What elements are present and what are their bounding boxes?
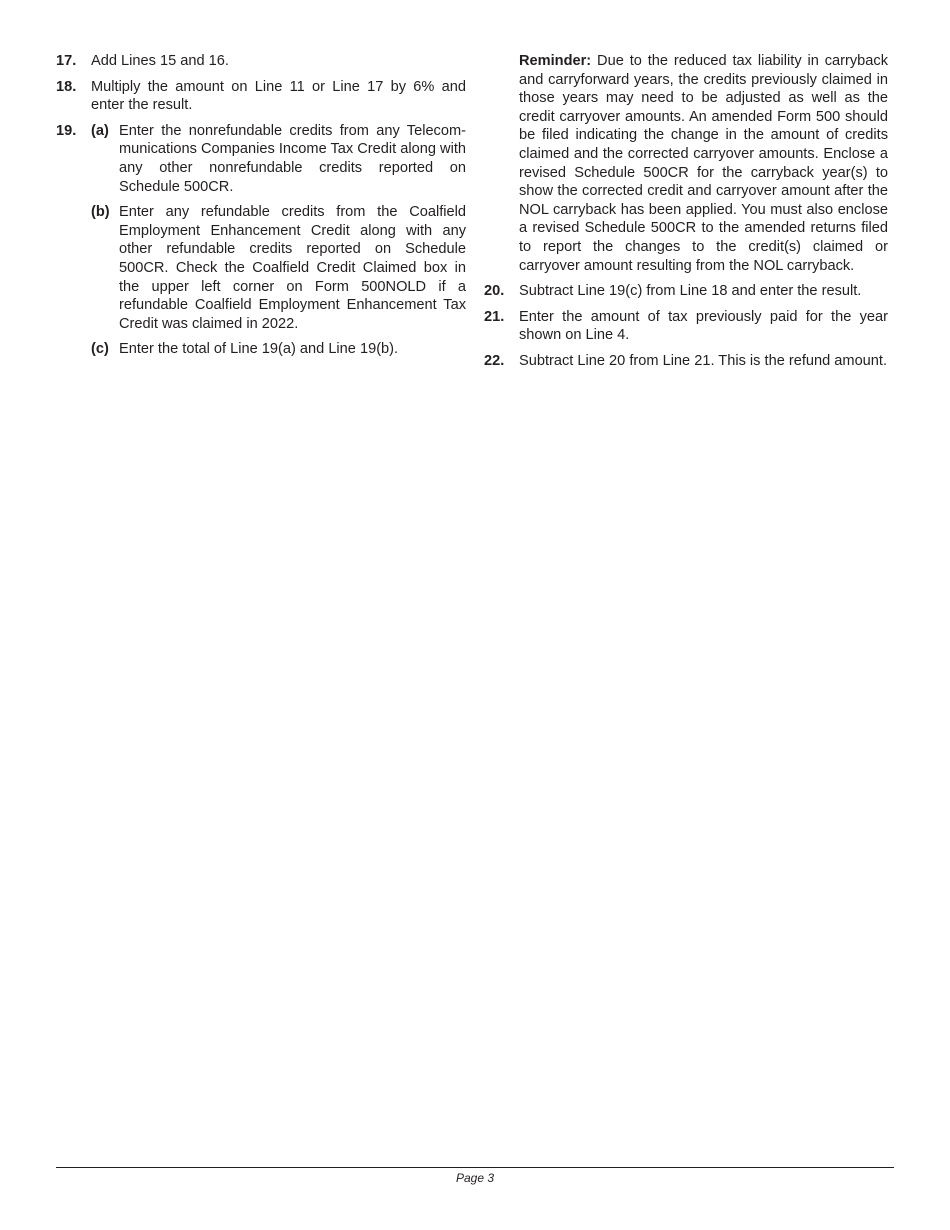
- line-number: 22.: [484, 352, 505, 369]
- line-17-instruction: [56, 52, 466, 71]
- line-number: 18.: [56, 78, 77, 95]
- sub-label: (a): [91, 122, 109, 139]
- line-19b-instruction: [56, 203, 466, 333]
- line-number: 21.: [484, 308, 505, 325]
- line-number: 20.: [484, 283, 505, 300]
- sub-label: (b): [91, 204, 110, 221]
- line-text: Enter the total of Line 19(a) and Line 19(b).: [119, 341, 399, 358]
- line-20-instruction: [484, 282, 888, 301]
- right-column: [484, 52, 888, 378]
- reminder-label: Reminder:: [519, 53, 592, 69]
- line-18-instruction: [56, 78, 466, 115]
- reminder-note: [484, 52, 888, 275]
- line-19c-instruction: [56, 340, 466, 359]
- line-19a-instruction: [56, 122, 466, 196]
- line-text: Enter any refundable credits from the Coalfield Employment Enhancement Credit along with any other refundable credits reported on Schedule 500CR. Check the Coalfield Credit Claimed box in the upper left corner on Form 500NOLD if a refundable Coalfield Employment Enhancement Tax Credit was claimed in 2022.: [119, 204, 466, 332]
- left-column: [56, 52, 466, 366]
- line-text: Subtract Line 19(c) from Line 18 and enter the result.: [519, 283, 862, 300]
- page-number: Page 3: [455, 1171, 495, 1185]
- line-21-instruction: [484, 308, 888, 345]
- line-text: Subtract Line 20 from Line 21. This is the refund amount.: [519, 352, 888, 369]
- footer-divider: [56, 1167, 894, 1168]
- line-number: 17.: [56, 53, 77, 69]
- line-number: 19.: [56, 122, 77, 139]
- sub-label: (c): [91, 341, 109, 358]
- line-text: Add Lines 15 and 16.: [91, 53, 229, 69]
- line-text: Enter the amount of tax previously paid for the year shown on Line 4.: [519, 308, 888, 344]
- line-text: Multiply the amount on Line 11 or Line 17 by 6% and enter the result.: [91, 78, 466, 114]
- reminder-text: Due to the reduced tax liability in carryback and carryforward years, the credits previously claimed in those years may need to be adjusted as well as the credit carryover amounts. An amended Form 500 should be filed indicating the change in the amount of credits claimed and the corrected carryover amounts. Enclose a revised Schedule 500CR for the carryback year(s) to show the corrected credit and carryover amount after the NOL carryback has been applied. You must also enclose a revised Schedule 500CR to the amended returns filed to report the changes to the credit(s) claimed or carryover amount resulting from the NOL carryback.: [519, 53, 888, 274]
- line-22-instruction: [484, 352, 888, 371]
- line-text: Enter the nonrefundable credits from any Telecommunications Companies Income Tax Credit along with any other nonrefundable credits reported on Schedule 500CR.: [119, 122, 466, 195]
